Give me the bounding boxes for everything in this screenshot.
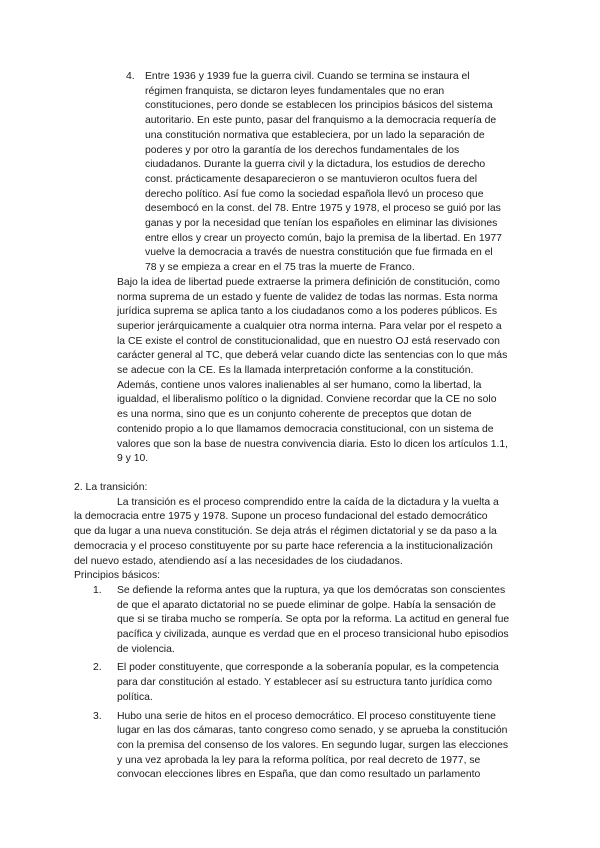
text-line: democracia y el proceso constituyente por su parte hace referencia a la institucionalización	[74, 540, 493, 552]
text-line: la CE existe el control de constitucionalidad, que en nuestro OJ está reservado con	[117, 335, 500, 347]
text-line: jurídica suprema se aplica tanto a los ciudadanos como a los poderes públicos. Es	[117, 306, 498, 318]
text-line: 78 y se empieza a crear en el 75 tras la muerte de Franco.	[145, 262, 415, 274]
text-line: ciudadanos. Durante la guerra civil y la dictadura, los estudios de derecho	[145, 159, 486, 171]
text-line: vuelve la democracia a través de nuestra constitución que fue firmada en el	[145, 247, 493, 259]
text-line: autoritario. En este punto, pasar del franquismo a la democracia requería de	[145, 115, 497, 127]
text-line: El poder constituyente, que corresponde a la soberanía popular, es la competencia	[117, 662, 499, 674]
text-line: una constitución normativa que estableciera, por un lado la separación de	[145, 129, 485, 141]
text-line: entre ellos y crear un proyecto común, bajo la premisa de la libertad. En 1977	[145, 232, 502, 244]
text-line: norma suprema de un estado y fuente de validez de todas las normas. Esta norma	[117, 291, 498, 303]
text-line: const. prácticamente desaparecieron o se mantuvieron ocultos fuera del	[145, 173, 478, 185]
paragraph-libertad	[117, 276, 512, 467]
list-number: 2.	[93, 662, 102, 674]
text-line: carácter general al TC, que deberá velar cuando dicte las sentencias con lo que más	[117, 350, 508, 362]
text-line: se adecue con la CE. Es la llamada interpretación conforme a la constitución.	[117, 365, 474, 377]
text-line: régimen franquista, se dictaron leyes fundamentales que no eran	[145, 85, 445, 97]
text-line: poderes y por otro la garantía de los derechos fundamentales de los	[145, 144, 460, 156]
text-line: superior jerárquicamente a cualquier otra norma interna. Para velar por el respeto a	[117, 320, 502, 332]
text-line: de que el aparato dictatorial no se puede eliminar de golpe. Había la sensación de	[117, 599, 496, 611]
text-line: Se defiende la reforma antes que la ruptura, ya que los demócratas son conscientes	[117, 584, 506, 596]
text-line: de violencia.	[117, 643, 175, 655]
text-line: es una norma, sino que es un conjunto coherente de preceptos que dotan de	[117, 409, 472, 421]
principle-item-1	[93, 584, 522, 658]
section-heading: 2. La transición:	[74, 481, 148, 493]
text-line: Entre 1936 y 1939 fue la guerra civil. Cuando se termina se instaura el	[145, 71, 470, 82]
text-line: y una vez aprobada la ley para la reforma política, por real decreto de 1977, se	[117, 754, 481, 766]
text-line: convocan elecciones libres en España, que dan como resultado un parlamento	[117, 769, 481, 781]
text-line: derecho político. Así fue como la sociedad española llevó un proceso que	[145, 188, 484, 200]
text-line: Hubo una serie de hitos en el proceso democrático. El proceso constituyente tiene	[117, 710, 496, 722]
list-item-4	[126, 70, 505, 276]
list-number: 1.	[93, 584, 102, 596]
text-line: que si se tiraba mucho se rompería. Se opta por la reforma. La actitud en general fue	[117, 614, 510, 626]
text-line: desembocó en la const. del 78. Entre 1975 y 1978, el proceso se guió por las	[145, 203, 501, 215]
text-line: pacífica y civilizada, aunque es verdad que en el proceso transicional hubo episodios	[117, 629, 509, 641]
principles-heading: Principios básicos:	[74, 570, 161, 582]
text-line: 9 y 10.	[117, 453, 149, 465]
section-intro	[74, 496, 522, 584]
principle-item-2	[93, 661, 522, 705]
text-line: constituciones, pero donde se establecen los principios básicos del sistema	[145, 100, 493, 112]
list-number: 3.	[93, 710, 102, 722]
text-line: Bajo la idea de libertad puede extraerse la primera definición de constitución, como	[117, 276, 500, 288]
list-item-text	[145, 70, 505, 276]
text-line: con la premisa del consenso de los valores. En segundo lugar, surgen las elecciones	[117, 739, 509, 751]
text-line: lugar en las dos cámaras, tanto congreso como senado, y se aprueba la constitución	[117, 725, 508, 737]
text-line: política.	[117, 691, 153, 703]
text-line: que da lugar a una nueva constitución. Se deja atrás el régimen dictatorial y se da paso a la	[74, 526, 497, 538]
text-line: para dar constitución al estado. Y establecer así su estructura tanto jurídica como	[117, 677, 493, 689]
text-line: contenido propio a lo que llamamos democracia constitucional, con un sistema de	[117, 423, 494, 435]
text-line: valores que son la base de nuestra convivencia diaria. Esto lo dicen los artículos 1.1,	[117, 438, 509, 450]
text-line: Además, contiene unos valores inalienables al ser humano, como la libertad, la	[117, 379, 482, 391]
list-number: 4.	[126, 71, 135, 82]
principle-item-3	[93, 710, 522, 784]
principles-list	[0, 584, 600, 783]
text-line: del nuevo estado, atendiendo así a las necesidades de los ciudadanos.	[74, 555, 403, 567]
text-line: La transición es el proceso comprendido entre la caída de la dictadura y la vuelta a	[117, 496, 499, 508]
text-line: la democracia entre 1975 y 1978. Supone un proceso fundacional del estado democrático	[74, 511, 488, 523]
text-line: ganas y por la necesidad que tenían los españoles en eliminar las divisiones	[145, 218, 498, 230]
text-line: igualdad, el liberalismo político o la dignidad. Conviene recordar que la CE no solo	[117, 394, 497, 406]
